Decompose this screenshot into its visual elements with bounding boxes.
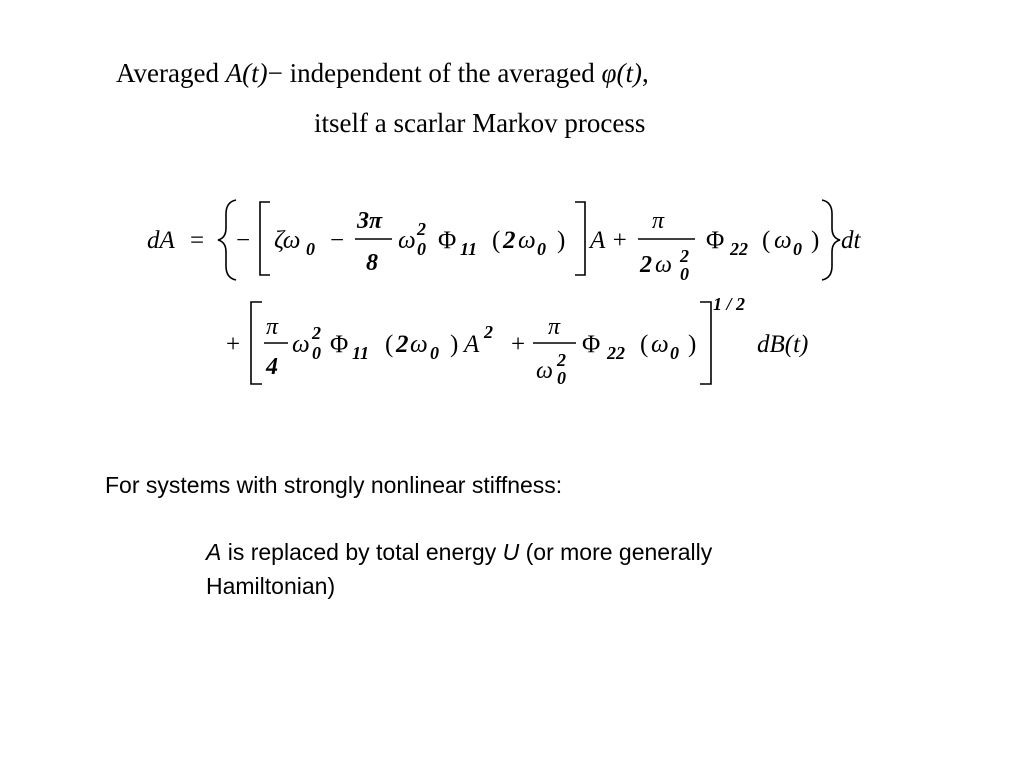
eq-pi: π (652, 208, 665, 234)
eq-paren-close: ) (450, 331, 459, 358)
eq-sup-2: 2 (312, 323, 321, 343)
eq-frac-den: 8 (366, 250, 378, 276)
eq-dt: dt (841, 227, 861, 254)
eq-paren-close: ) (557, 227, 566, 254)
eq-sub-0: 0 (793, 239, 802, 259)
eq-sub-11: 11 (460, 239, 478, 259)
eq-four: 4 (266, 354, 278, 380)
heading-A-of-t: A(t) (225, 58, 268, 88)
eq-paren-close: ) (688, 331, 697, 358)
eq-omega: ω (410, 331, 428, 358)
eq-left-brace (218, 200, 236, 280)
eq-plus-2: + (511, 331, 526, 358)
eq-zeta-omega: ζω (274, 227, 301, 254)
eq-sub-0: 0 (537, 239, 546, 259)
eq-sub-0: 0 (680, 264, 689, 284)
eq-minus-2: − (330, 227, 345, 254)
eq-sub-0: 0 (670, 343, 679, 363)
eq-sub-0: 0 (557, 368, 566, 388)
eq-omega: ω (651, 331, 669, 358)
eq-paren-close: ) (811, 227, 820, 254)
eq-dA: dA (147, 227, 175, 254)
heading-comma: , (641, 58, 649, 88)
body-line-3: Hamiltonian) (206, 573, 336, 599)
body-line-2 (206, 536, 712, 568)
eq-sub-22: 22 (730, 239, 748, 259)
eq-two: 2 (640, 252, 652, 278)
eq-left-bracket-2 (251, 302, 262, 384)
eq-A: A (464, 331, 480, 358)
eq-sub-0: 0 (417, 239, 426, 259)
eq-pi: π (548, 314, 561, 340)
eq-sup-2: 2 (484, 322, 493, 342)
heading-text: Averaged (116, 58, 226, 88)
eq-equals: = (190, 227, 205, 254)
heading-phi-of-t: φ(t) (601, 58, 642, 88)
heading-text: − independent of the averaged (267, 58, 602, 88)
eq-exponent-half: 1 / 2 (713, 294, 746, 314)
eq-two: 2 (396, 331, 409, 358)
body-text: (or more generally (519, 539, 713, 565)
eq-sup-2: 2 (557, 350, 566, 370)
eq-Phi: Φ (438, 227, 457, 254)
body-line-1: For systems with strongly nonlinear stiffness: (105, 472, 563, 498)
eq-omega: ω (655, 252, 672, 278)
eq-sub-11: 11 (352, 343, 370, 363)
body-A: A (206, 539, 222, 565)
eq-dBt: dB(t) (757, 331, 809, 358)
eq-Phi: Φ (330, 331, 349, 358)
eq-A-plus: A + (590, 227, 628, 254)
eq-sup-2: 2 (680, 246, 689, 266)
eq-sub-0: 0 (312, 343, 321, 363)
heading-line-2: itself a scarlar Markov process (314, 108, 646, 138)
body-text: is replaced by total energy (221, 539, 503, 565)
eq-omega: ω (398, 227, 416, 254)
eq-omega: ω (518, 227, 536, 254)
eq-right-bracket (575, 202, 585, 275)
eq-minus: − (236, 227, 251, 254)
eq-sub-22: 22 (607, 343, 625, 363)
eq-sub-0: 0 (306, 239, 315, 259)
eq-sub-0: 0 (430, 343, 439, 363)
body-U: U (502, 539, 520, 565)
eq-two: 2 (503, 227, 516, 254)
eq-right-brace (822, 200, 840, 280)
eq-omega: ω (292, 331, 310, 358)
eq-paren-open: ( (640, 331, 649, 358)
eq-Phi: Φ (706, 227, 725, 254)
eq-Phi: Φ (582, 331, 601, 358)
eq-left-bracket (260, 202, 270, 275)
eq-omega: ω (774, 227, 792, 254)
eq-pi: π (266, 314, 279, 340)
eq-omega: ω (536, 358, 553, 384)
eq-paren-open: ( (762, 227, 771, 254)
eq-sup-2: 2 (417, 219, 426, 239)
eq-plus: + (226, 331, 241, 358)
eq-frac-num: 3π (357, 208, 383, 234)
eq-paren-open: ( (492, 227, 501, 254)
eq-paren-open: ( (385, 331, 394, 358)
eq-right-bracket-2 (700, 302, 711, 384)
